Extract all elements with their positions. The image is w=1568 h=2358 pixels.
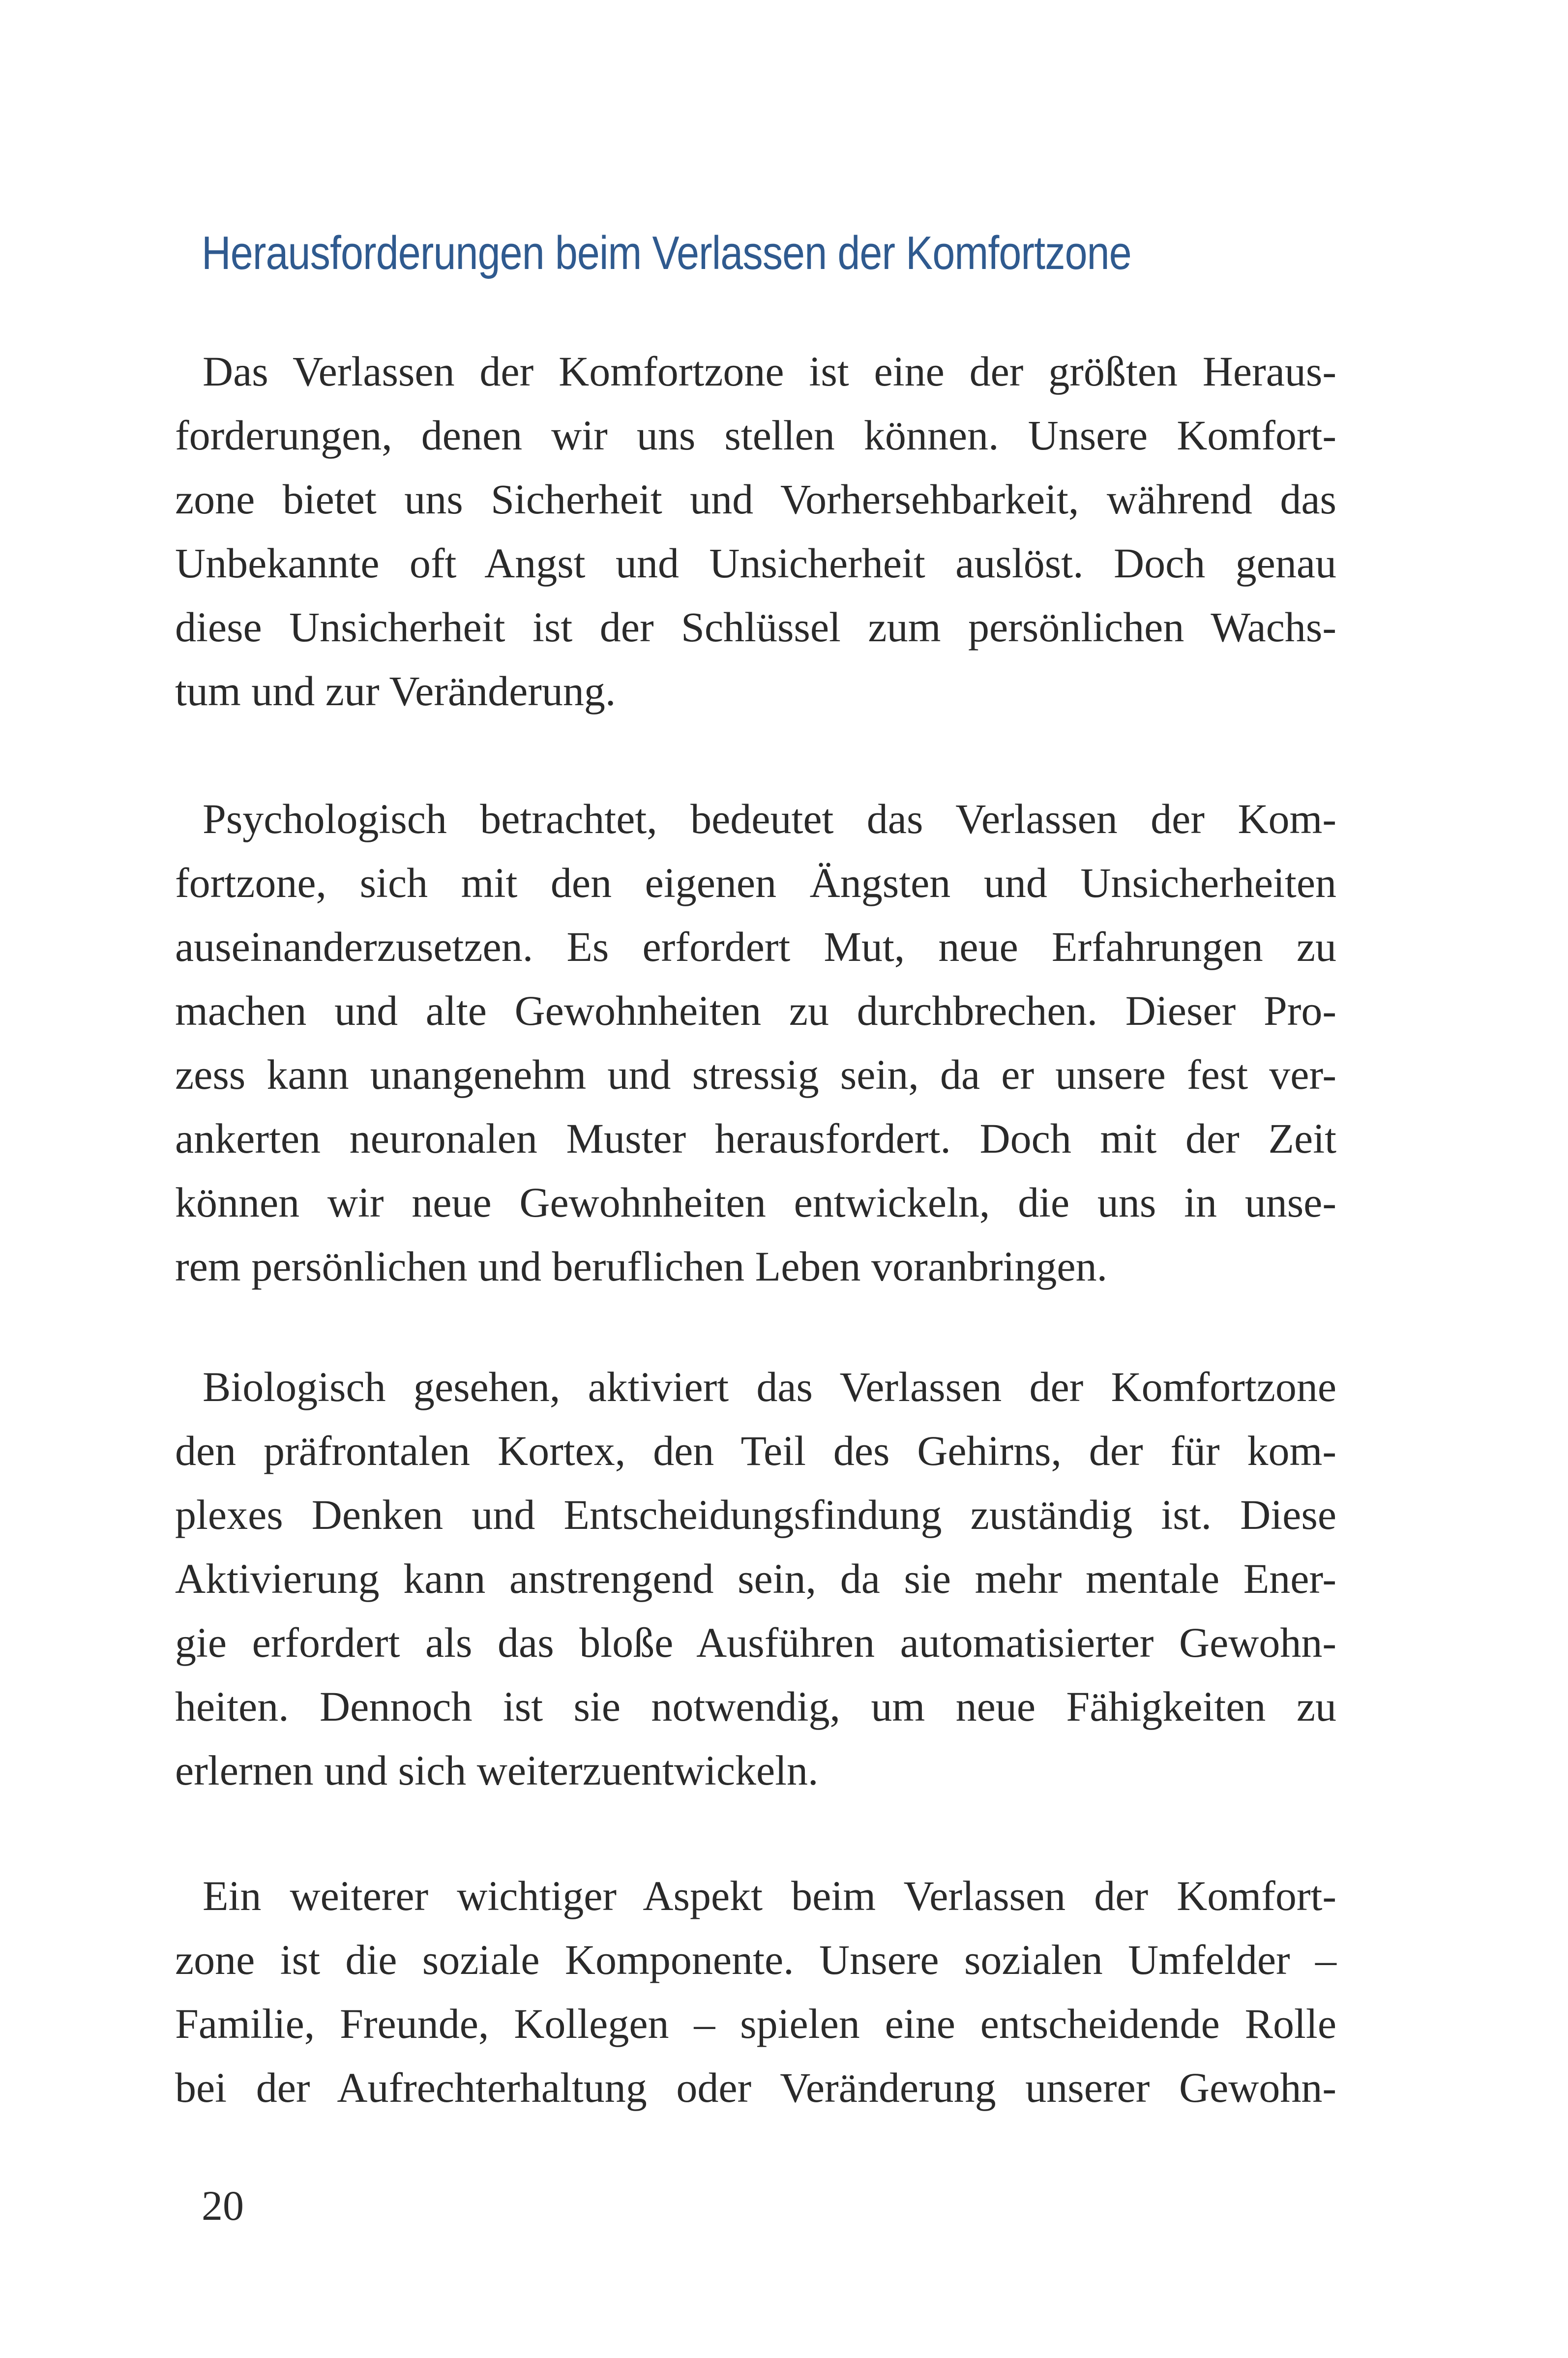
paragraph-line: Familie, Freunde, Kollegen – spielen eine entscheidende Rolle (175, 2000, 1336, 2047)
paragraph-line: fortzone, sich mit den eigenen Ängsten und Unsicherheiten (175, 859, 1336, 906)
paragraph-line: ankerten neuronalen Muster herausfordert. Doch mit der Zeit (175, 1115, 1336, 1162)
paragraph-line: Ein weiterer wichtiger Aspekt beim Verlassen der Komfort- (203, 1872, 1336, 1919)
paragraph-line: machen und alte Gewohnheiten zu durchbrechen. Dieser Pro- (175, 987, 1336, 1034)
paragraph-line: zone bietet uns Sicherheit und Vorhersehbarkeit, während das (175, 476, 1336, 523)
paragraph-line: plexes Denken und Entscheidungsfindung zuständig ist. Diese (175, 1491, 1336, 1538)
paragraph-1 (175, 339, 1336, 723)
paragraph-3 (175, 1355, 1336, 1802)
paragraph-line: können wir neue Gewohnheiten entwickeln, die uns in unse- (175, 1179, 1336, 1226)
section-heading: Herausforderungen beim Verlassen der Komfortzone (202, 227, 1131, 279)
paragraph-line: erlernen und sich weiterzuentwickeln. (175, 1747, 819, 1794)
paragraph-line: auseinanderzusetzen. Es erfordert Mut, neue Erfahrungen zu (175, 923, 1336, 970)
paragraph-line: rem persönlichen und beruflichen Leben voranbringen. (175, 1243, 1108, 1290)
paragraph-line: bei der Aufrechterhaltung oder Veränderung unserer Gewohn- (175, 2064, 1336, 2111)
paragraph-line: diese Unsicherheit ist der Schlüssel zum persönlichen Wachs- (175, 603, 1336, 651)
paragraph-line: gie erfordert als das bloße Ausführen automatisierter Gewohn- (175, 1619, 1336, 1666)
paragraph-2 (175, 787, 1336, 1298)
paragraph-line: Das Verlassen der Komfortzone ist eine der größten Heraus- (203, 348, 1336, 395)
paragraph-line: heiten. Dennoch ist sie notwendig, um neue Fähigkeiten zu (175, 1683, 1336, 1730)
paragraph-4 (175, 1864, 1336, 2119)
paragraph-line: Unbekannte oft Angst und Unsicherheit auslöst. Doch genau (175, 539, 1336, 587)
page-number: 20 (202, 2182, 244, 2229)
paragraph-line: Aktivierung kann anstrengend sein, da sie mehr mentale Ener- (175, 1555, 1336, 1602)
paragraph-line: forderungen, denen wir uns stellen können. Unsere Komfort- (175, 412, 1336, 459)
paragraph-line: zess kann unangenehm und stressig sein, da er unsere fest ver- (175, 1051, 1336, 1098)
paragraph-line: zone ist die soziale Komponente. Unsere sozialen Umfelder – (175, 1936, 1336, 1983)
paragraph-line: den präfrontalen Kortex, den Teil des Gehirns, der für kom- (175, 1427, 1336, 1474)
paragraph-line: Psychologisch betrachtet, bedeutet das Verlassen der Kom- (203, 795, 1336, 842)
paragraph-line: tum und zur Veränderung. (175, 667, 616, 715)
paragraph-line: Biologisch gesehen, aktiviert das Verlassen der Komfortzone (203, 1363, 1336, 1410)
